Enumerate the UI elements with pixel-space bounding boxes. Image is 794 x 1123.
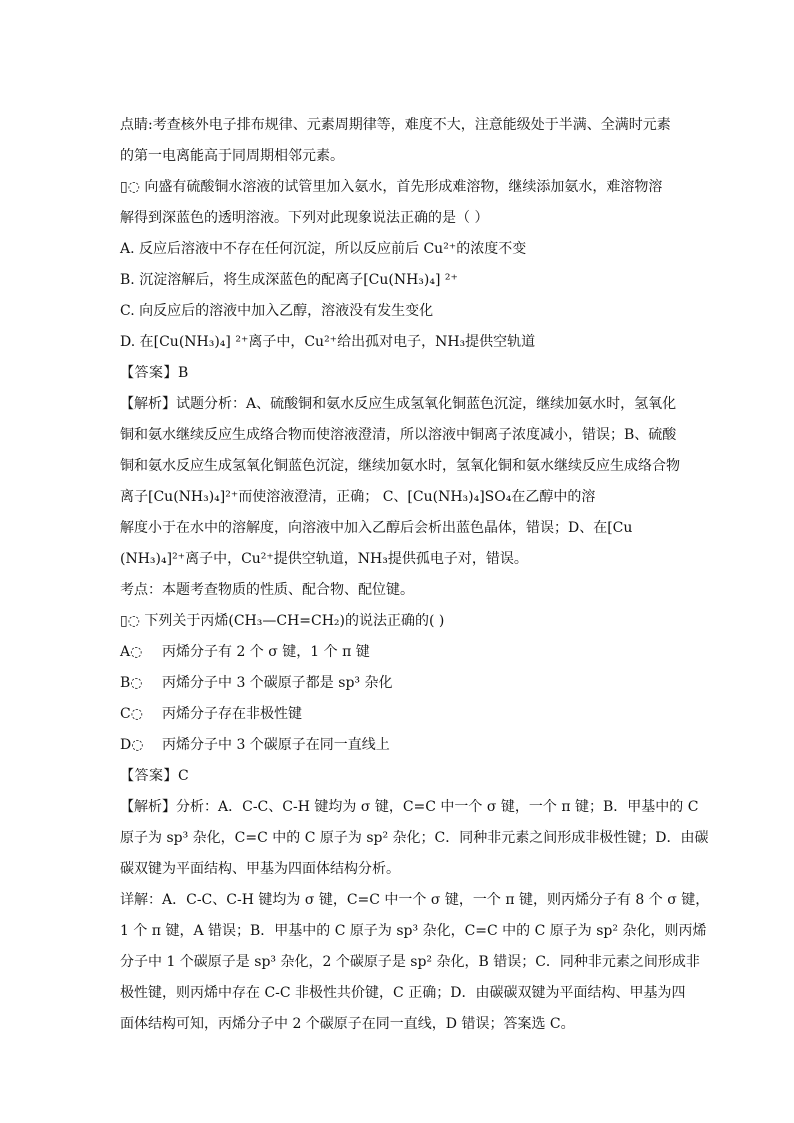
- question-1-analysis-line-4: 离子[Cu(NH₃)₄]²⁺而使溶液澄清，正确； C、[Cu(NH₃)₄]SO₄在乙醇中的溶: [120, 489, 596, 505]
- question-2-analysis-line-3: 碳双键为平面结构、甲基为四面体结构分析。: [120, 861, 400, 877]
- note-line-1: 点睛:考查核外电子排布规律、元素周期律等，难度不大，注意能级处于半满、全满时元素: [120, 117, 671, 133]
- question-1-analysis-line-1: 【解析】试题分析：A、硫酸铜和氨水反应生成氢氧化铜蓝色沉淀，继续加氨水时，氢氧化: [120, 396, 677, 412]
- question-1-stem-line-1: ▯◌ 向盛有硫酸铜水溶液的试管里加入氨水，首先形成难溶物，继续添加氨水，难溶物溶: [120, 179, 663, 195]
- question-2-option-b: [120, 668, 676, 699]
- question-2-detail-line-1: 详解：A．C-C、C-H 键均为 σ 键，C=C 中一个 σ 键，一个 π 键，则丙烯分子有 8 个 σ 键，: [120, 892, 710, 908]
- document-page: [120, 110, 710, 1040]
- question-2-stem: ▯◌ 下列关于丙烯(CH₃—CH=CH₂)的说法正确的( ): [120, 613, 445, 629]
- question-1-analysis-line-6: (NH₃)₄]²⁺离子中，Cu²⁺提供空轨道，NH₃提供孤电子对，错误。: [120, 551, 528, 567]
- question-1-answer: 【答案】B: [120, 365, 189, 381]
- note-line-2: 的第一电离能高于同周期相邻元素。: [120, 148, 344, 164]
- option-b-text: 丙烯分子中 3 个碳原子都是 sp³ 杂化: [162, 675, 393, 691]
- question-1-stem-line-2: 解得到深蓝色的透明溶液。下列对此现象说法正确的是（ ）: [120, 210, 489, 226]
- question-2-detail-line-2: 1 个 π 键，A 错误；B．甲基中的 C 原子为 sp³ 杂化，C=C 中的 C 原子为 sp² 杂化，则丙烯: [120, 923, 707, 939]
- question-2-option-d: [120, 730, 676, 761]
- question-2-option-c: [120, 699, 676, 730]
- option-c-marker: C◌: [120, 706, 143, 722]
- question-1-option-b: B. 沉淀溶解后，将生成深蓝色的配离子[Cu(NH₃)₄] ²⁺: [120, 272, 458, 288]
- question-2-answer: 【答案】C: [120, 768, 190, 784]
- question-1-option-d: D. 在[Cu(NH₃)₄] ²⁺离子中，Cu²⁺给出孤对电子，NH₃提供空轨道: [120, 334, 536, 350]
- question-2-detail-line-3: 分子中 1 个碳原子是 sp³ 杂化，2 个碳原子是 sp² 杂化，B 错误；C．同种非元素之间形成非: [120, 954, 700, 970]
- question-2-option-a: [120, 637, 676, 668]
- question-2-analysis-line-1: 【解析】分析：A．C-C、C-H 键均为 σ 键，C=C 中一个 σ 键，一个 π 键；B．甲基中的 C: [120, 799, 699, 815]
- option-b-marker: B◌: [120, 675, 143, 691]
- option-d-text: 丙烯分子中 3 个碳原子在同一直线上: [162, 737, 390, 753]
- question-1-analysis-line-5: 解度小于在水中的溶解度，向溶液中加入乙醇后会析出蓝色晶体，错误；D、在[Cu: [120, 520, 633, 536]
- question-1-option-a: A. 反应后溶液中不存在任何沉淀，所以反应前后 Cu²⁺的浓度不变: [120, 241, 527, 257]
- option-d-marker: D◌: [120, 737, 144, 753]
- option-c-text: 丙烯分子存在非极性键: [162, 706, 302, 722]
- question-2-analysis-line-2: 原子为 sp³ 杂化，C=C 中的 C 原子为 sp² 杂化；C．同种非元素之间形成非极性键；D．由碳: [120, 830, 709, 846]
- question-1-knowledge-point: 考点：本题考查物质的性质、配合物、配位键。: [120, 582, 414, 598]
- question-1-analysis-line-2: 铜和氨水继续反应生成络合物而使溶液澄清，所以溶液中铜离子浓度减小，错误；B、硫酸: [120, 427, 677, 443]
- question-2-detail-line-4: 极性键，则丙烯中存在 C-C 非极性共价键，C 正确；D．由碳碳双键为平面结构、甲基为四: [120, 985, 686, 1001]
- question-2-detail-line-5: 面体结构可知，丙烯分子中 2 个碳原子在同一直线，D 错误；答案选 C。: [120, 1016, 575, 1032]
- option-a-marker: A◌: [120, 644, 143, 660]
- question-1-option-c: C. 向反应后的溶液中加入乙醇，溶液没有发生变化: [120, 303, 434, 319]
- option-a-text: 丙烯分子有 2 个 σ 键，1 个 π 键: [162, 644, 370, 660]
- question-1-analysis-line-3: 铜和氨水反应生成氢氧化铜蓝色沉淀，继续加氨水时，氢氧化铜和氨水继续反应生成络合物: [120, 458, 680, 474]
